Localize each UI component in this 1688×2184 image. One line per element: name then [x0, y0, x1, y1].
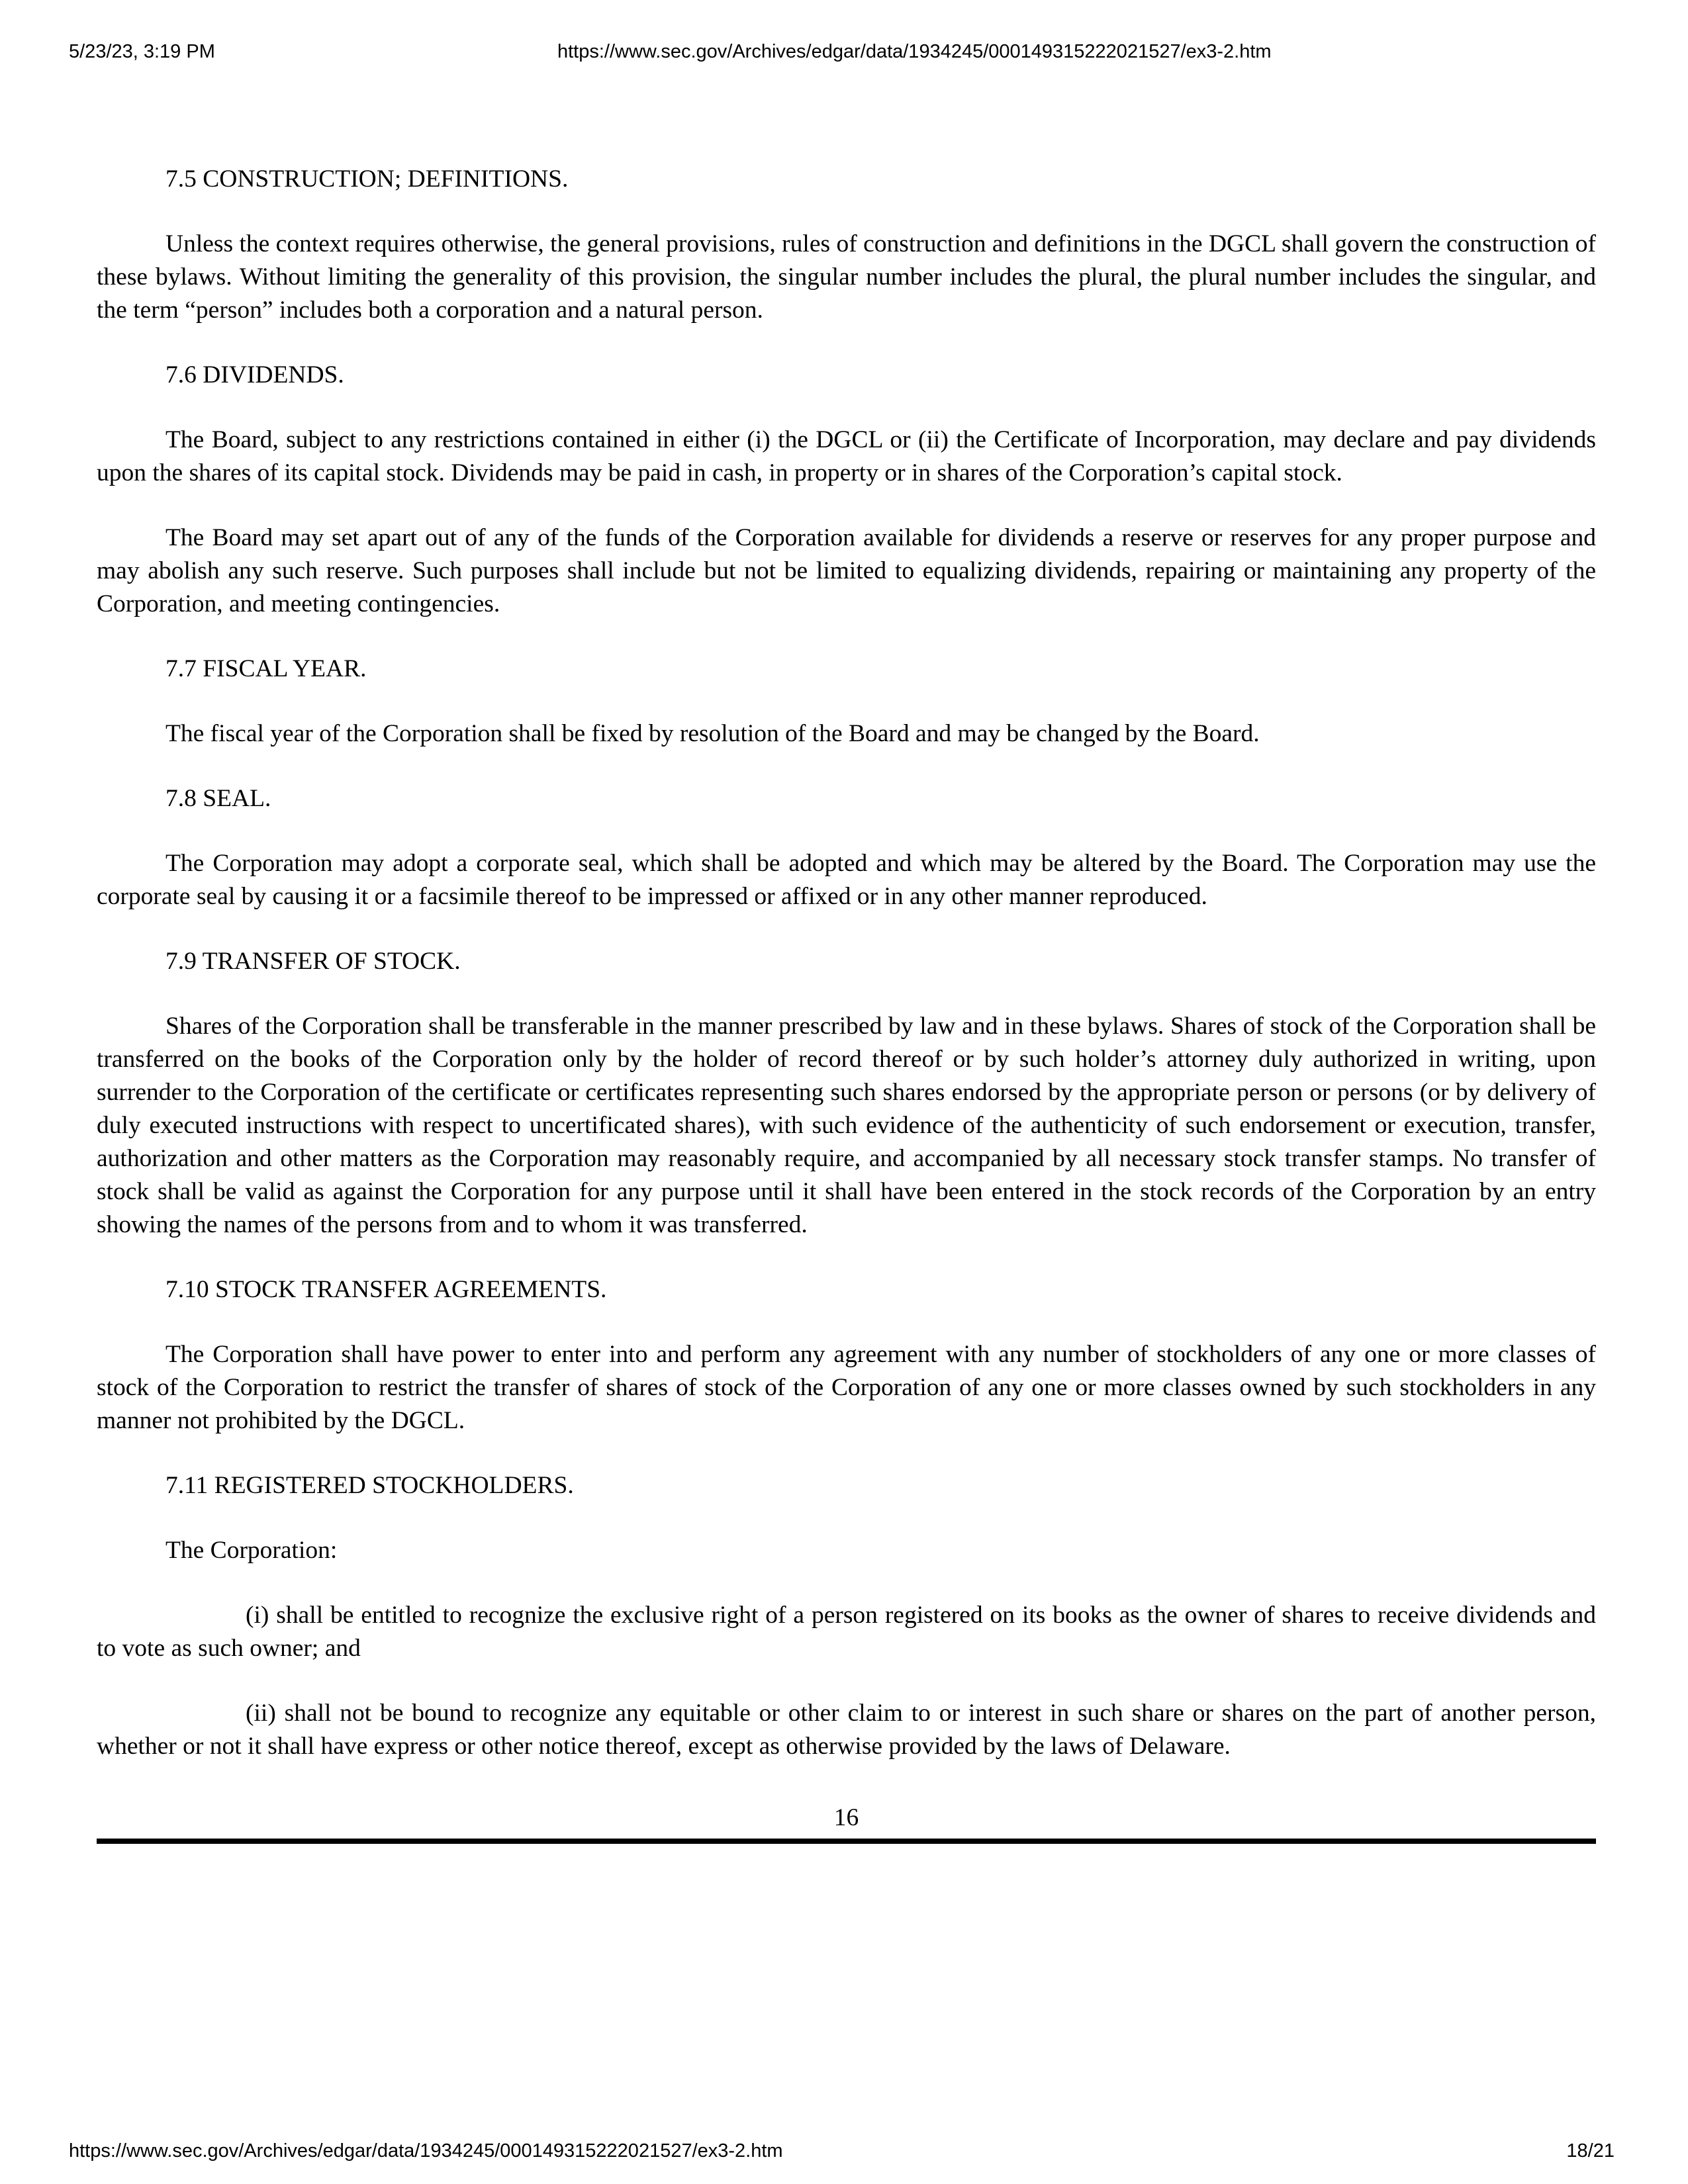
paragraph: The Board may set apart out of any of the funds of the Corporation available for dividends a reserve or reserves for any proper purpose and may abolish any such reserve. Such purposes shall include but not be limited to equalizing dividends, repairing or maintaining any property of the Corporation, and meeting contingencies. — [97, 524, 1596, 617]
print-datetime: 5/23/23, 3:19 PM — [69, 41, 215, 62]
paragraph: The fiscal year of the Corporation shall be fixed by resolution of the Board and may be changed by the Board. — [165, 720, 1260, 747]
section-heading: 7.10 STOCK TRANSFER AGREEMENTS. — [165, 1276, 607, 1303]
section-construction-definitions — [97, 163, 1596, 327]
paragraph: The Corporation: — [165, 1537, 338, 1564]
paragraph: The Corporation shall have power to enter into and perform any agreement with any number of stockholders of any one or more classes of stock of the Corporation to restrict the transfer of shares of stock of the Corporation of any one or more classes owned by such stockholders in any manner not prohibited by the DGCL. — [97, 1341, 1596, 1434]
section-heading: 7.7 FISCAL YEAR. — [165, 655, 367, 682]
print-footer-url: https://www.sec.gov/Archives/edgar/data/1934245/000149315222021527/ex3-2.htm — [69, 2140, 783, 2161]
paragraph: The Corporation may adopt a corporate seal, which shall be adopted and which may be altered by the Board. The Corporation may use the corporate seal by causing it or a facsimile thereof to be impressed or affixed or in any other manner reproduced. — [97, 850, 1596, 910]
page-number: 16 — [833, 1804, 859, 1831]
section-heading: 7.11 REGISTERED STOCKHOLDERS. — [165, 1472, 574, 1499]
list-item: (ii) shall not be bound to recognize any equitable or other claim to or interest in such share or shares on the part of another person, whether or not it shall have express or other notice thereof, except as otherwise provided by the laws of Delaware. — [97, 1700, 1596, 1760]
paragraph: Unless the context requires otherwise, the general provisions, rules of construction and definitions in the DGCL shall govern the construction of these bylaws. Without limiting the generality of this provision, the singular number includes the plural, the plural number includes the singular, and the term “person” includes both a corporation and a natural person. — [97, 230, 1596, 324]
page-divider — [97, 1839, 1596, 1844]
section-seal — [97, 782, 1596, 913]
list-item: (i) shall be entitled to recognize the exclusive right of a person registered on its books as the owner of shares to receive dividends and to vote as such owner; and — [97, 1602, 1596, 1662]
section-dividends — [97, 359, 1596, 621]
print-header-url: https://www.sec.gov/Archives/edgar/data/1934245/000149315222021527/ex3-2.htm — [557, 41, 1272, 62]
section-registered-stockholders — [97, 1469, 1596, 1763]
section-heading: 7.9 TRANSFER OF STOCK. — [165, 948, 461, 975]
section-stock-transfer-agreements — [97, 1273, 1596, 1437]
paragraph: The Board, subject to any restrictions contained in either (i) the DGCL or (ii) the Certificate of Incorporation, may declare and pay dividends upon the shares of its capital stock. Dividends may be paid in cash, in property or in shares of the Corporation’s capital stock. — [97, 426, 1596, 486]
section-fiscal-year — [97, 653, 1596, 751]
document-body — [97, 163, 1596, 1844]
section-transfer-of-stock — [97, 945, 1596, 1242]
section-heading: 7.8 SEAL. — [165, 785, 271, 812]
section-heading: 7.5 CONSTRUCTION; DEFINITIONS. — [165, 165, 569, 193]
paragraph: Shares of the Corporation shall be transferable in the manner prescribed by law and in these bylaws. Shares of stock of the Corporation shall be transferred on the books of the Corporation only by the holder of record thereof or by such holder’s attorney duly authorized in writing, upon surrender to the Corporation of the certificate or certificates representing such shares endorsed by the appropriate person or persons (or by delivery of duly executed instructions with respect to uncertificated shares), with such evidence of the authenticity of such endorsement or execution, transfer, authorization and other matters as the Corporation may reasonably require, and accompanied by all necessary stock transfer stamps. No transfer of stock shall be valid as against the Corporation for any purpose until it shall have been entered in the stock records of the Corporation by an entry showing the names of the persons from and to whom it was transferred. — [97, 1013, 1596, 1238]
print-page-count: 18/21 — [1566, 2140, 1615, 2161]
section-heading: 7.6 DIVIDENDS. — [165, 361, 344, 388]
